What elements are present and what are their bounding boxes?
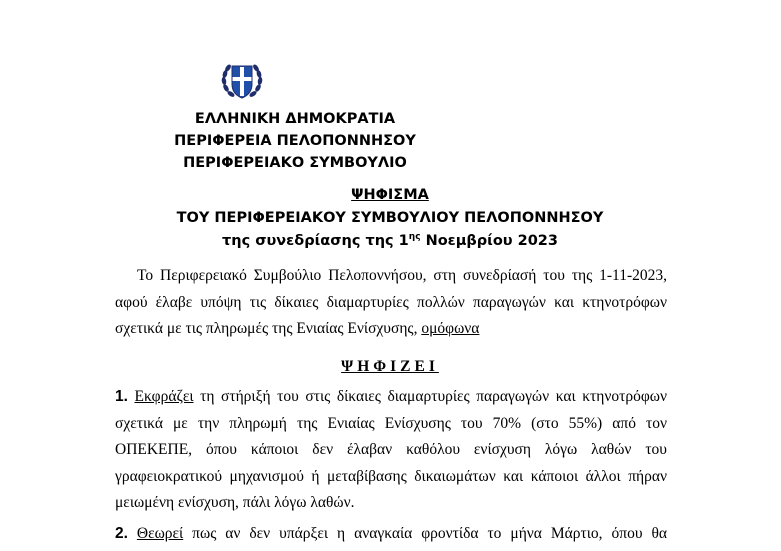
- point-line: μειωμένη ενίσχυση, πάλι λόγω λαθών.: [115, 494, 355, 511]
- intro-line: αφού έλαβε υπόψη τις δίκαιες διαμαρτυρίες πολλών παραγωγών και κτηνοτρόφων: [115, 293, 667, 311]
- header-country: ΕΛΛΗΝΙΚΗ ΔΗΜΟΚΡΑΤΙΑ: [194, 111, 396, 127]
- header-council: ΠΕΡΙΦΕΡΕΙΑΚΟ ΣΥΜΒΟΥΛΙΟ: [183, 155, 407, 171]
- title-sub: ΤΟΥ ΠΕΡΙΦΕΡΕΙΑΚΟΥ ΣΥΜΒΟΥΛΙΟΥ ΠΕΛΟΠΟΝΝΗΣΟΥ: [176, 210, 604, 226]
- document-title: [80, 184, 700, 253]
- points-list: [115, 384, 667, 551]
- issuer-header: [135, 108, 455, 174]
- title-main: ΨΗΦΙΣΜΑ: [351, 187, 429, 203]
- point-line: 2. Θεωρεί πως αν δεν υπάρξει η αναγκαία φροντίδα το μήνα Μάρτιο, όπου θα: [115, 524, 667, 542]
- point-line: ΟΠΕΚΕΠΕ, όπου κάποιοι δεν έλαβαν καθόλου ενίσχυση λόγω λαθών του: [115, 441, 667, 458]
- intro-line: σχετικά με τις πληρωμές της Ενιαίας Ενίσχυσης, ομόφωνα: [115, 320, 480, 337]
- point-item: [115, 521, 667, 548]
- point-line: 1. Εκφράζει τη στήριξή του στις δίκαιες διαμαρτυρίες παραγωγών και κτηνοτρόφων: [115, 388, 667, 405]
- point-line: σχετικά με την πληρωμή της Ενιαίας Ενίσχυσης του 70% (στο 55%) από τον: [115, 414, 667, 432]
- point-line: γραφειοκρατικού μηχανισμού ή μεταβίβασης δικαιωμάτων και κάποιοι άλλοι πήραν: [115, 467, 667, 485]
- header-region: ΠΕΡΙΦΕΡΕΙΑ ΠΕΛΟΠΟΝΝΗΣΟΥ: [174, 133, 416, 149]
- intro-paragraph: [115, 263, 667, 343]
- intro-line: Το Περιφερειακό Συμβούλιο Πελοποννήσου, στη συνεδρίασή του της 1-11-2023,: [137, 267, 667, 284]
- title-session: της συνεδρίασης της $1^{\eta\varsigma}$ Νοεμβρίου 2023: [222, 232, 558, 249]
- greek-coat-of-arms-icon: [219, 58, 265, 104]
- decides-heading: ΨΗΦΙΖΕΙ: [341, 358, 439, 375]
- point-item: [115, 384, 667, 517]
